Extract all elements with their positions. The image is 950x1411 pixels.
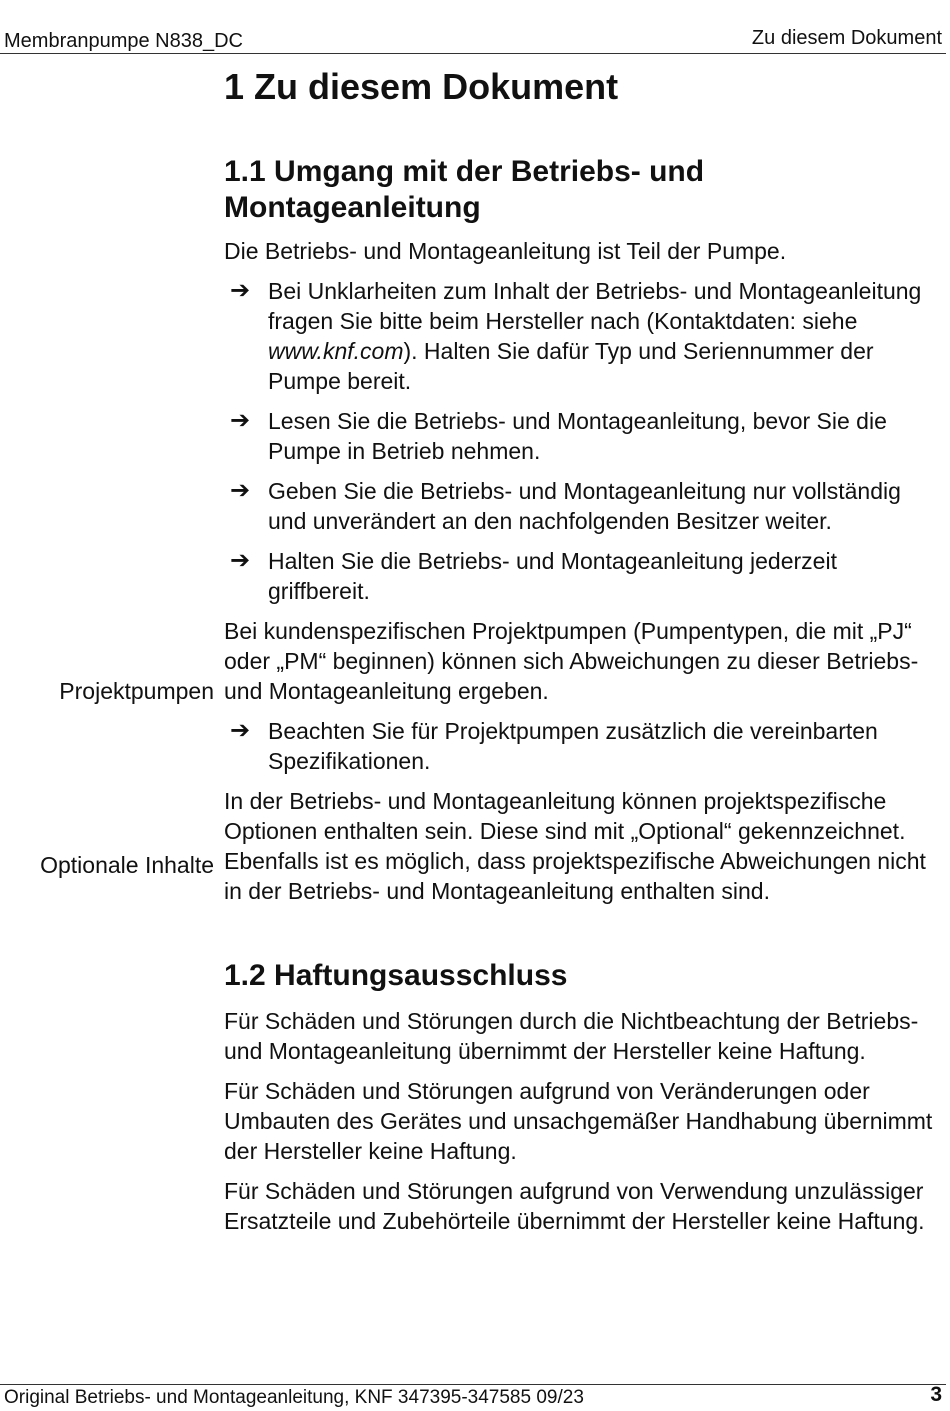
instruction-text: Bei Unklarheiten zum Inhalt der Betriebs- und Montageanleitung fragen Sie bitte beim Hersteller nach (Kontaktdaten: siehe www.knf.com). Halten Sie dafür Typ und Seriennummer der Pumpe bereit. <box>268 278 922 394</box>
instruction-step <box>224 546 936 606</box>
header-rule <box>0 53 946 54</box>
running-header-left: Membranpumpe N838_DC <box>4 30 244 52</box>
instruction-text: Geben Sie die Betriebs- und Montageanleitung nur vollständig und unverändert an den nachfolgenden Besitzer weiter. <box>268 478 901 534</box>
section-1-1-title-line2: Montageanleitung <box>224 191 481 224</box>
margin-label-optionale-inhalte: Optionale Inhalte <box>40 852 214 878</box>
projektpumpen-text: Bei kundenspezifischen Projektpumpen (Pumpentypen, die mit „PJ“ oder „PM“ beginnen) können sich Abweichungen zu dieser Betriebs- und Montageanleitung ergeben. <box>224 618 919 704</box>
liability-paragraph: Für Schäden und Störungen aufgrund von Veränderungen oder Umbauten des Gerätes und unsachgemäßer Handhabung übernimmt der Hersteller keine Haftung. <box>224 1078 933 1164</box>
chapter-title: 1 Zu diesem Dokument <box>224 66 619 107</box>
instruction-step <box>224 476 936 536</box>
section-1-1-intro: Die Betriebs- und Montageanleitung ist Teil der Pumpe. <box>224 238 787 264</box>
liability-paragraph: Für Schäden und Störungen durch die Nichtbeachtung der Betriebs- und Montageanleitung übernimmt der Hersteller keine Haftung. <box>224 1008 919 1064</box>
section-1-1-title-line1: 1.1 Umgang mit der Betriebs- und <box>224 155 705 188</box>
instruction-step <box>224 406 936 466</box>
right-arrow-icon: ➔ <box>230 547 251 574</box>
section-1-1-title <box>224 154 936 226</box>
main-content <box>224 66 936 1246</box>
liability-paragraph: Für Schäden und Störungen aufgrund von Verwendung unzulässiger Ersatzteile und Zubehörteile übernimmt der Hersteller keine Haftung. <box>224 1178 925 1234</box>
running-header-right: Zu diesem Dokument <box>751 27 942 49</box>
instruction-step <box>224 276 936 396</box>
instruction-text: Beachten Sie für Projektpumpen zusätzlich die vereinbarten Spezifikationen. <box>268 718 878 774</box>
instruction-step <box>224 716 936 776</box>
footer-rule <box>0 1384 946 1385</box>
instruction-text: Lesen Sie die Betriebs- und Montageanleitung, bevor Sie die Pumpe in Betrieb nehmen. <box>268 408 887 464</box>
right-arrow-icon: ➔ <box>230 717 251 744</box>
margin-label-projektpumpen: Projektpumpen <box>59 678 214 704</box>
instruction-text: Halten Sie die Betriebs- und Montageanleitung jederzeit griffbereit. <box>268 548 837 604</box>
footer-document-info: Original Betriebs- und Montageanleitung, KNF 347395-347585 09/23 <box>4 1387 584 1408</box>
manufacturer-website: www.knf.com <box>268 338 404 364</box>
section-1-2-title: 1.2 Haftungsausschluss <box>224 959 568 992</box>
page-number: 3 <box>930 1383 942 1406</box>
right-arrow-icon: ➔ <box>230 277 251 304</box>
right-arrow-icon: ➔ <box>230 477 251 504</box>
right-arrow-icon: ➔ <box>230 407 251 434</box>
optionale-inhalte-text: In der Betriebs- und Montageanleitung können projektspezifische Optionen enthalten sein. Diese sind mit „Optional“ gekennzeichnet. Ebenfalls ist es möglich, dass projektspezifische Abweichungen nicht in der Betriebs- und Montageanleitung enthalten sind. <box>224 788 926 904</box>
